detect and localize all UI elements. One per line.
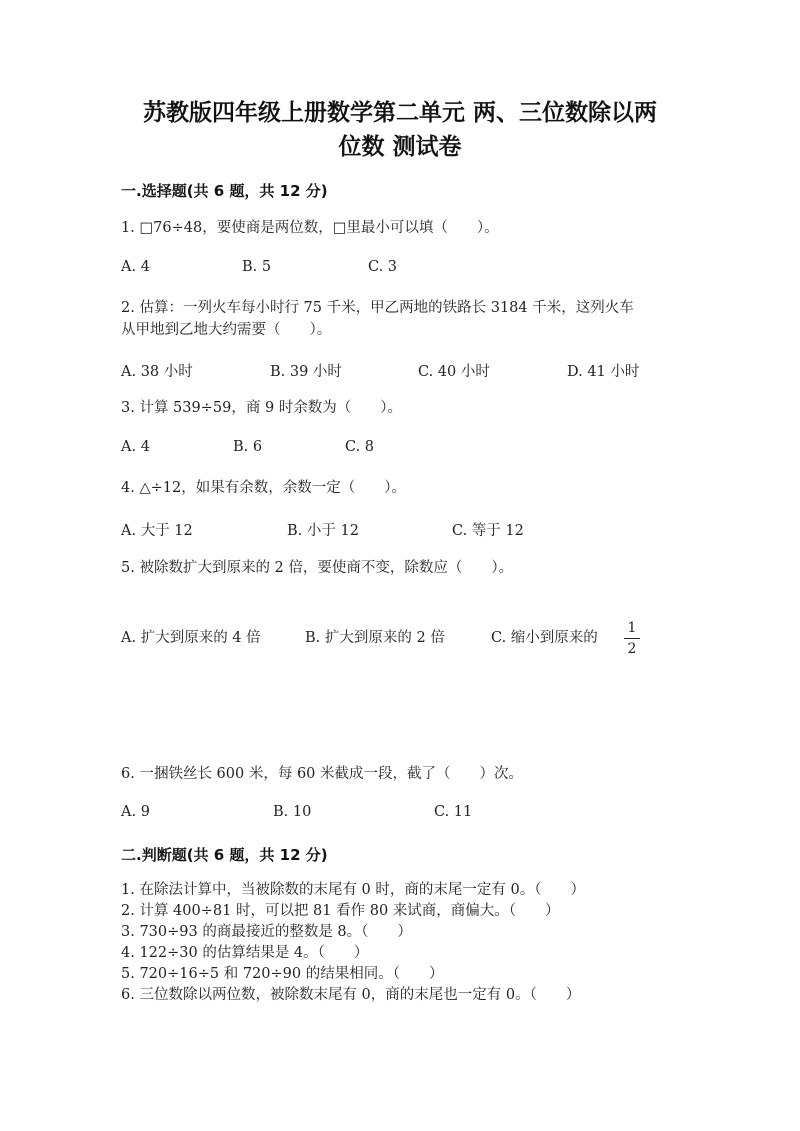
tf-item-2: 2. 计算 400÷81 时，可以把 81 看作 80 来试商，商偏大。（ ） xyxy=(121,903,560,919)
question-4-option-b: B. 小于 12 xyxy=(287,523,359,539)
question-2-option-a: A. 38 小时 xyxy=(121,364,193,380)
question-5-text: 5. 被除数扩大到原来的 2 倍，要使商不变，除数应（ ）。 xyxy=(121,560,514,576)
question-5-option-b: B. 扩大到原来的 2 倍 xyxy=(305,630,445,646)
question-1-text: 1. □76÷48，要使商是两位数，□里最小可以填（ ）。 xyxy=(121,220,499,236)
question-2-option-d: D. 41 小时 xyxy=(567,364,640,380)
question-5-option-a: A. 扩大到原来的 4 倍 xyxy=(121,630,261,646)
question-3-text: 3. 计算 539÷59，商 9 时余数为（ ）。 xyxy=(121,400,403,416)
page-title xyxy=(100,96,700,164)
title-line-2: 位数 测试卷 xyxy=(338,134,462,160)
question-2-text-line-2: 从甲地到乙地大约需要（ ）。 xyxy=(121,322,332,338)
tf-item-4: 4. 122÷30 的估算结果是 4。（ ） xyxy=(121,945,369,961)
fraction-bar xyxy=(624,638,640,639)
question-6-option-b: B. 10 xyxy=(273,804,312,820)
tf-item-3: 3. 730÷93 的商最接近的整数是 8。（ ） xyxy=(121,924,412,940)
question-1-option-a: A. 4 xyxy=(121,259,150,275)
fraction-numerator: 1 xyxy=(627,620,637,636)
question-1-option-b: B. 5 xyxy=(242,259,272,275)
question-1-option-c: C. 3 xyxy=(368,259,398,275)
fraction-denominator: 2 xyxy=(627,641,637,657)
question-3-option-b: B. 6 xyxy=(233,439,263,455)
question-2-option-c: C. 40 小时 xyxy=(418,364,490,380)
question-3-option-a: A. 4 xyxy=(121,439,150,455)
question-5-fraction xyxy=(624,620,640,657)
section-heading-true-false: 二.判断题(共 6 题，共 12 分) xyxy=(121,846,328,864)
question-3-option-c: C. 8 xyxy=(345,439,375,455)
tf-item-6: 6. 三位数除以两位数，被除数末尾有 0，商的末尾也一定有 0。（ ） xyxy=(121,987,581,1003)
question-6-text: 6. 一捆铁丝长 600 米，每 60 米截成一段，截了（ ）次。 xyxy=(121,766,524,782)
section-heading-choice: 一.选择题(共 6 题，共 12 分) xyxy=(121,182,328,200)
question-2-option-b: B. 39 小时 xyxy=(270,364,342,380)
title-line-1: 苏教版四年级上册数学第二单元 两、三位数除以两 xyxy=(142,100,657,126)
question-2-text-line-1: 2. 估算：一列火车每小时行 75 千米，甲乙两地的铁路长 3184 千米，这列火车 xyxy=(121,300,634,316)
question-4-option-c: C. 等于 12 xyxy=(452,523,524,539)
question-4-option-a: A. 大于 12 xyxy=(121,523,193,539)
question-5-option-c: C. 缩小到原来的 xyxy=(491,630,598,646)
question-6-option-c: C. 11 xyxy=(434,804,473,820)
question-4-text: 4. △÷12，如果有余数，余数一定（ ）。 xyxy=(121,480,406,496)
question-6-option-a: A. 9 xyxy=(121,804,150,820)
tf-item-1: 1. 在除法计算中，当被除数的末尾有 0 时，商的末尾一定有 0。（ ） xyxy=(121,882,585,898)
tf-item-5: 5. 720÷16÷5 和 720÷90 的结果相同。（ ） xyxy=(121,966,444,982)
